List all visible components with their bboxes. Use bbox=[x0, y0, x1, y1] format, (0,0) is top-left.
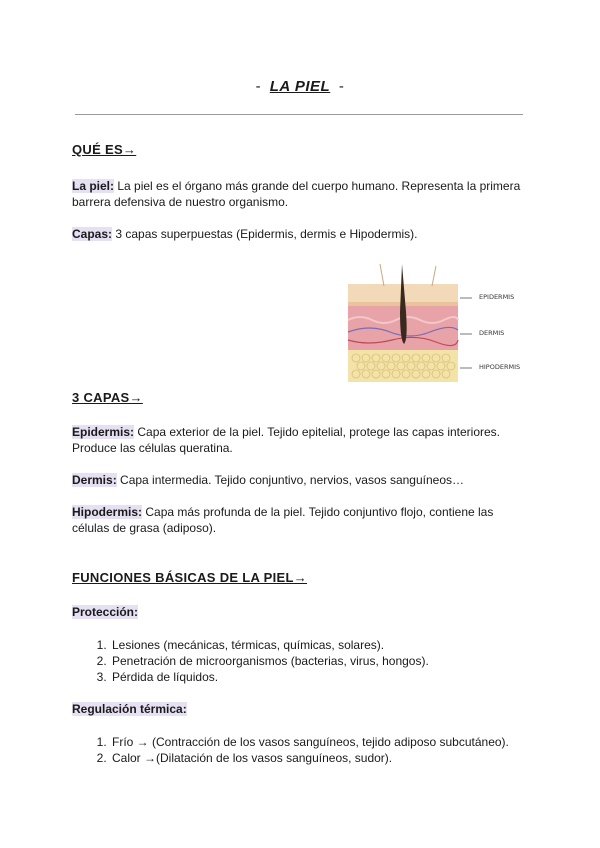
title-dash-left: - bbox=[255, 78, 262, 95]
label-dermis: DERMIS bbox=[479, 329, 505, 337]
label-dermis-def: Dermis: bbox=[72, 473, 117, 487]
paragraph-dermis bbox=[72, 472, 532, 488]
heading-3-capas: 3 CAPAS→ bbox=[72, 390, 143, 405]
hair-thin-1 bbox=[380, 264, 384, 286]
page-title bbox=[0, 78, 600, 95]
list-regulacion bbox=[88, 734, 509, 766]
label-epidermis-def: Epidermis: bbox=[72, 425, 135, 439]
list-item: 1. Lesiones (mecánicas, térmicas, químicas, solares). bbox=[110, 637, 429, 653]
text-hipodermis-def: Capa más profunda de la piel. Tejido conjuntivo flojo, contiene las células de grasa (adiposo). bbox=[72, 505, 494, 535]
text-capas: 3 capas superpuestas (Epidermis, dermis e Hipodermis). bbox=[112, 227, 418, 241]
label-hipodermis: HIPODERMIS bbox=[479, 363, 521, 371]
label-hipodermis-def: Hipodermis: bbox=[72, 505, 143, 519]
title-dash-right: - bbox=[338, 78, 345, 95]
label-proteccion: Protección: bbox=[72, 605, 139, 619]
title-text: LA PIEL bbox=[269, 78, 331, 95]
label-regulacion: Regulación térmica: bbox=[72, 702, 187, 716]
paragraph-epidermis bbox=[72, 424, 532, 456]
list-item: 2. Calor →(Dilatación de los vasos sanguíneos, sudor). bbox=[110, 750, 509, 766]
paragraph-capas bbox=[72, 226, 532, 242]
skin-layers-figure bbox=[340, 262, 530, 386]
label-capas: Capas: bbox=[72, 227, 113, 241]
heading-que-es: QUÉ ES→ bbox=[72, 142, 137, 157]
subheading-regulacion bbox=[72, 702, 187, 716]
list-item: 1. Frío → (Contracción de los vasos sanguíneos, tejido adiposo subcutáneo). bbox=[110, 734, 509, 750]
list-item: 3. Pérdida de líquidos. bbox=[110, 669, 429, 685]
text-epidermis-def: Capa exterior de la piel. Tejido epitelial, protege las capas interiores. Produce las células queratina. bbox=[72, 425, 501, 455]
text-dermis-def: Capa intermedia. Tejido conjuntivo, nervios, vasos sanguíneos… bbox=[116, 473, 464, 487]
label-la-piel: La piel: bbox=[72, 179, 115, 193]
text-la-piel: La piel es el órgano más grande del cuerpo humano. Representa la primera barrera defensiva de nuestro organismo. bbox=[72, 179, 521, 209]
title-divider bbox=[75, 114, 523, 115]
list-proteccion bbox=[88, 637, 429, 685]
list-item: 2. Penetración de microorganismos (bacterias, virus, hongos). bbox=[110, 653, 429, 669]
subheading-proteccion bbox=[72, 605, 138, 619]
label-epidermis: EPIDERMIS bbox=[479, 293, 515, 301]
paragraph-la-piel bbox=[72, 178, 532, 210]
hair-thin-2 bbox=[432, 266, 436, 286]
heading-funciones: FUNCIONES BÁSICAS DE LA PIEL→ bbox=[72, 570, 308, 585]
paragraph-hipodermis bbox=[72, 504, 532, 536]
